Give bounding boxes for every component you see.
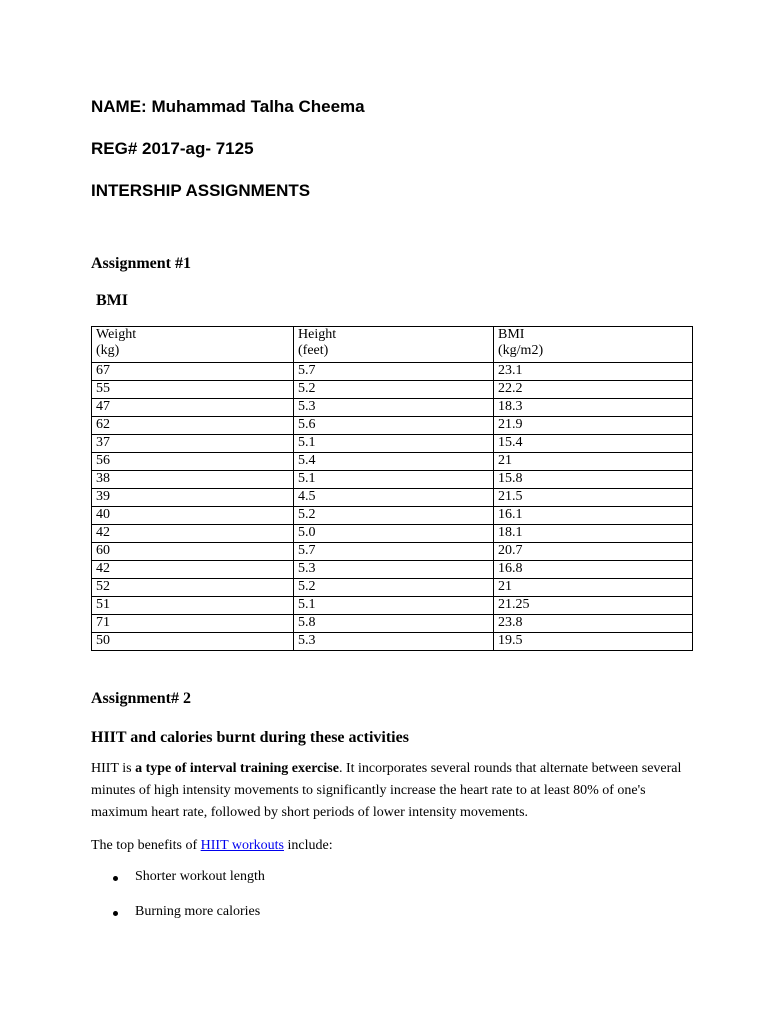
weight-cell: 55 bbox=[92, 381, 294, 399]
bmi-cell: 20.7 bbox=[494, 543, 693, 561]
weight-cell: 40 bbox=[92, 507, 294, 525]
table-row bbox=[92, 561, 693, 579]
hiit-heading: HIIT and calories burnt during these activities bbox=[91, 729, 409, 746]
bullet-icon bbox=[113, 911, 118, 916]
height-cell: 5.2 bbox=[294, 507, 494, 525]
height-cell: 5.3 bbox=[294, 633, 494, 651]
table-row bbox=[92, 417, 693, 435]
bmi-cell: 21 bbox=[494, 579, 693, 597]
list-item: Burning more calories bbox=[91, 901, 265, 936]
height-cell: 5.1 bbox=[294, 471, 494, 489]
weight-cell: 71 bbox=[92, 615, 294, 633]
benefits-intro: The top benefits of HIIT workouts include: bbox=[91, 838, 333, 853]
height-cell: 5.3 bbox=[294, 399, 494, 417]
weight-cell: 39 bbox=[92, 489, 294, 507]
weight-cell: 50 bbox=[92, 633, 294, 651]
weight-cell: 51 bbox=[92, 597, 294, 615]
column-header-height: Height (feet) bbox=[294, 327, 494, 363]
bmi-cell: 21.9 bbox=[494, 417, 693, 435]
document-title: INTERSHIP ASSIGNMENTS bbox=[91, 181, 311, 200]
hiit-workouts-link[interactable]: HIIT workouts bbox=[200, 838, 284, 853]
table-row bbox=[92, 435, 693, 453]
weight-cell: 37 bbox=[92, 435, 294, 453]
height-cell: 5.6 bbox=[294, 417, 494, 435]
table-row bbox=[92, 525, 693, 543]
table-row bbox=[92, 579, 693, 597]
registration-number: REG# 2017-ag- 7125 bbox=[91, 139, 254, 158]
bmi-cell: 16.8 bbox=[494, 561, 693, 579]
bmi-cell: 22.2 bbox=[494, 381, 693, 399]
table-row bbox=[92, 381, 693, 399]
column-header-bmi: BMI (kg/m2) bbox=[494, 327, 693, 363]
height-cell: 5.1 bbox=[294, 597, 494, 615]
weight-cell: 42 bbox=[92, 561, 294, 579]
bmi-cell: 15.8 bbox=[494, 471, 693, 489]
height-cell: 5.4 bbox=[294, 453, 494, 471]
list-item: Shorter workout length bbox=[91, 866, 265, 901]
height-cell: 5.2 bbox=[294, 381, 494, 399]
weight-cell: 38 bbox=[92, 471, 294, 489]
bmi-cell: 21.5 bbox=[494, 489, 693, 507]
height-cell: 5.1 bbox=[294, 435, 494, 453]
weight-cell: 67 bbox=[92, 363, 294, 381]
bmi-cell: 18.3 bbox=[494, 399, 693, 417]
weight-cell: 56 bbox=[92, 453, 294, 471]
bmi-cell: 16.1 bbox=[494, 507, 693, 525]
table-row bbox=[92, 489, 693, 507]
table-row bbox=[92, 363, 693, 381]
weight-cell: 52 bbox=[92, 579, 294, 597]
height-cell: 5.7 bbox=[294, 363, 494, 381]
table-row bbox=[92, 543, 693, 561]
height-cell: 5.0 bbox=[294, 525, 494, 543]
bmi-cell: 21.25 bbox=[494, 597, 693, 615]
table-row bbox=[92, 399, 693, 417]
bmi-cell: 19.5 bbox=[494, 633, 693, 651]
table-row bbox=[92, 615, 693, 633]
bullet-icon bbox=[113, 876, 118, 881]
weight-cell: 62 bbox=[92, 417, 294, 435]
assignment-2-heading: Assignment# 2 bbox=[91, 690, 192, 707]
weight-cell: 42 bbox=[92, 525, 294, 543]
column-header-weight: Weight (kg) bbox=[92, 327, 294, 363]
bmi-cell: 21 bbox=[494, 453, 693, 471]
benefits-list bbox=[91, 866, 265, 936]
table-row bbox=[92, 597, 693, 615]
bmi-table bbox=[91, 326, 693, 651]
weight-cell: 60 bbox=[92, 543, 294, 561]
table-row bbox=[92, 507, 693, 525]
bmi-cell: 23.8 bbox=[494, 615, 693, 633]
bmi-cell: 15.4 bbox=[494, 435, 693, 453]
assignment-1-heading: Assignment #1 bbox=[91, 255, 192, 272]
table-row bbox=[92, 471, 693, 489]
table-row bbox=[92, 633, 693, 651]
height-cell: 5.8 bbox=[294, 615, 494, 633]
bmi-heading: BMI bbox=[96, 292, 128, 309]
weight-cell: 47 bbox=[92, 399, 294, 417]
bmi-cell: 18.1 bbox=[494, 525, 693, 543]
student-name: NAME: Muhammad Talha Cheema bbox=[91, 97, 365, 116]
table-row bbox=[92, 453, 693, 471]
height-cell: 5.7 bbox=[294, 543, 494, 561]
height-cell: 4.5 bbox=[294, 489, 494, 507]
bmi-cell: 23.1 bbox=[494, 363, 693, 381]
height-cell: 5.2 bbox=[294, 579, 494, 597]
hiit-description: HIIT is a type of interval training exercise. It incorporates several rounds that alternate between several minutes of high intensity movements to significantly increase the heart rate to at least 80% of one's maximum heart rate, followed by short periods of lower intensity movements. bbox=[91, 761, 682, 820]
height-cell: 5.3 bbox=[294, 561, 494, 579]
table-header-row bbox=[92, 327, 693, 363]
